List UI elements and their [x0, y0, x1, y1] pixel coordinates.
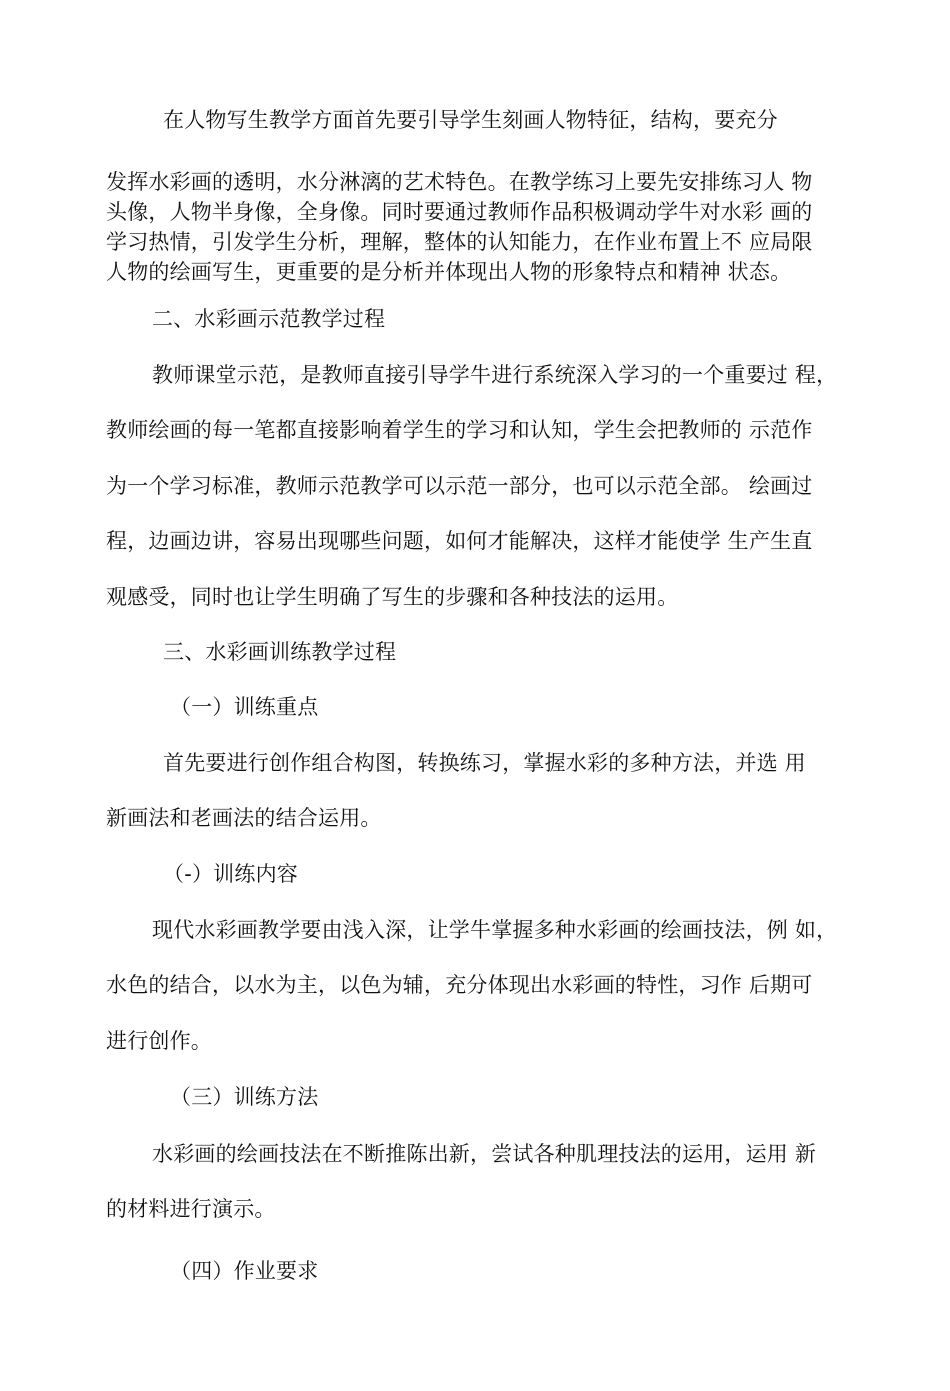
paragraph1-line4: 学习热情，引发学生分析，理解，整体的认知能力，在作业布置上不 应局限	[106, 230, 813, 254]
paragraph5-line2: 的材料进行演示。	[106, 1197, 276, 1221]
paragraph1-line1: 在人物写生教学方面首先要引导学生刻画人物特征，结构，要充分	[163, 108, 778, 132]
paragraph3-line2: 新画法和老画法的结合运用。	[106, 806, 382, 830]
paragraph2-line2: 教师绘画的每一笔都直接影响着学生的学习和认知，学生会把教师的 示范作	[106, 418, 813, 442]
paragraph1-line2: 发挥水彩画的透明，水分淋漓的艺术特色。在教学练习上要先安排练习人 物	[106, 170, 813, 194]
paragraph1-line3: 头像，人物半身像，全身像。同时要通过教师作品积极调动学牛对水彩 画的	[106, 200, 813, 224]
paragraph5-line1: 水彩画的绘画技法在不断推陈出新，尝试各种肌理技法的运用，运用 新	[152, 1142, 817, 1166]
paragraph2-line4: 程，边画边讲，容易出现哪些问题，如何才能解决，这样才能使学 生产生直	[106, 529, 813, 553]
subheading-1: （一）训练重点	[170, 695, 319, 719]
section-heading-3: 三、水彩画训练教学过程	[163, 640, 397, 664]
section-heading-2: 二、水彩画示范教学过程	[152, 307, 386, 331]
subheading-4: （四）作业要求	[170, 1259, 319, 1283]
subheading-2: （-）训练内容	[163, 862, 298, 886]
paragraph4-line1: 现代水彩画教学要由浅入深，让学牛掌握多种水彩画的绘画技法，例 如，	[152, 918, 838, 942]
paragraph2-line5: 观感受，同时也让学生明确了写生的步骤和各种技法的运用。	[106, 585, 679, 609]
paragraph2-line3: 为一个学习标准，教师示范教学可以示范一部分，也可以示范全部。 绘画过	[106, 474, 813, 498]
paragraph3-line1: 首先要进行创作组合构图，转换练习，掌握水彩的多种方法，并选 用	[163, 751, 806, 775]
subheading-3: （三）训练方法	[170, 1085, 319, 1109]
paragraph4-line2: 水色的结合，以水为主，以色为辅，充分体现出水彩画的特性，习作 后期可	[106, 973, 813, 997]
paragraph1-line5: 人物的绘画写生，更重要的是分析并体现出人物的形象特点和精神 状态。	[106, 260, 792, 284]
paragraph2-line1: 教师课堂示范，是教师直接引导学牛进行系统深入学习的一个重要过 程，	[152, 363, 838, 387]
paragraph4-line3: 进行创作。	[106, 1029, 212, 1053]
